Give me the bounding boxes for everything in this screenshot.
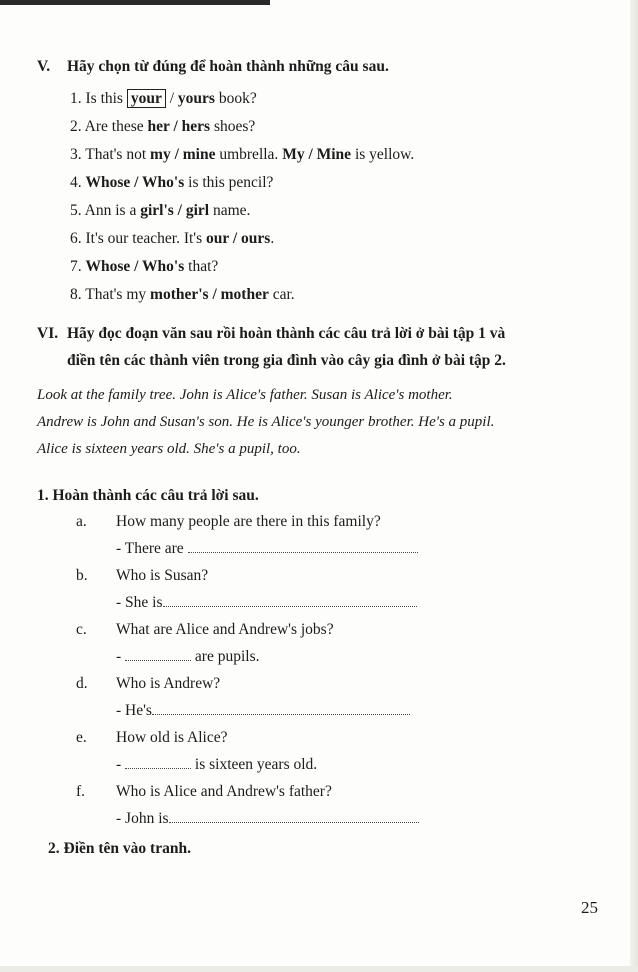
answer-b: - She is: [116, 594, 417, 612]
answer-blank[interactable]: [125, 648, 191, 661]
section-6-heading: VI. Hãy đọc đoạn văn sau rồi hoàn thành các câu trả lời ở bài tập 1 và: [37, 325, 506, 342]
item-5: 5. Ann is a girl's / girl name.: [70, 202, 251, 219]
question-f: f. Who is Alice and Andrew's father?: [76, 783, 332, 800]
question-e: e. How old is Alice?: [76, 729, 228, 746]
exercise-2-heading: 2. Điền tên vào tranh.: [48, 840, 191, 857]
answer-a: - There are: [116, 540, 418, 558]
section-6-heading-line2: điền tên các thành viên trong gia đình vào cây gia đình ở bài tập 2.: [67, 352, 506, 369]
question-c: c. What are Alice and Andrew's jobs?: [76, 621, 334, 638]
page-number: 25: [581, 898, 598, 917]
page-edge-bottom: [0, 966, 638, 972]
item-7: 7. Whose / Who's that?: [70, 258, 219, 275]
answer-blank[interactable]: [188, 540, 418, 553]
answer-blank[interactable]: [163, 594, 417, 607]
answer-f: - John is: [116, 810, 419, 828]
passage-line-3: Alice is sixteen years old. She's a pupil, too.: [37, 441, 301, 457]
selected-answer-box: your: [127, 89, 166, 108]
top-scan-bar: [0, 0, 270, 5]
item-1: 1. Is this your / yours book?: [70, 90, 257, 107]
passage-line-1: Look at the family tree. John is Alice's father. Susan is Alice's mother.: [37, 387, 453, 403]
answer-d: - He's: [116, 702, 410, 720]
question-d: d. Who is Andrew?: [76, 675, 221, 692]
item-6: 6. It's our teacher. It's our / ours.: [70, 230, 275, 247]
item-8: 8. That's my mother's / mother car.: [70, 286, 295, 303]
item-2: 2. Are these her / hers shoes?: [70, 118, 256, 135]
question-b: b. Who is Susan?: [76, 567, 209, 584]
question-a: a. How many people are there in this family?: [76, 513, 381, 530]
answer-blank[interactable]: [125, 756, 191, 769]
section-5-heading: V. Hãy chọn từ đúng để hoàn thành những câu sau.: [37, 58, 389, 75]
answer-c: - are pupils.: [116, 648, 260, 665]
page-edge: [630, 0, 638, 972]
item-4: 4. Whose / Who's is this pencil?: [70, 174, 274, 191]
answer-e: - is sixteen years old.: [116, 756, 318, 773]
answer-blank[interactable]: [152, 702, 410, 715]
answer-blank[interactable]: [169, 810, 419, 823]
passage-line-2: Andrew is John and Susan's son. He is Alice's younger brother. He's a pupil.: [37, 414, 495, 430]
item-3: 3. That's not my / mine umbrella. My / Mine is yellow.: [70, 146, 415, 163]
exercise-1-heading: 1. Hoàn thành các câu trả lời sau.: [37, 487, 259, 504]
